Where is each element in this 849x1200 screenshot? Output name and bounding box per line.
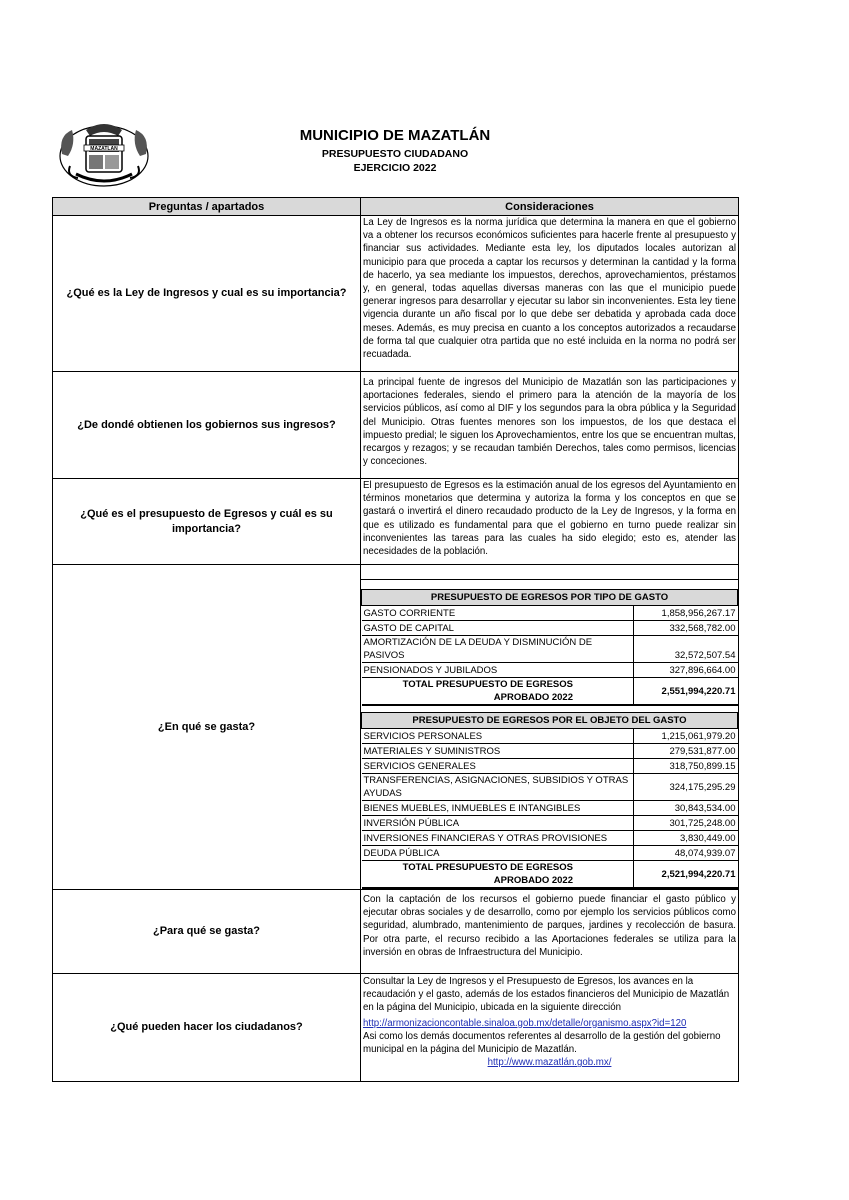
question-en-que-se-gasta: ¿En qué se gasta? — [53, 565, 361, 890]
tipo-gasto-value: 332,568,782.00 — [634, 621, 738, 636]
tipo-gasto-value: 327,896,664.00 — [634, 663, 738, 678]
document-header — [240, 126, 550, 175]
objeto-gasto-label: SERVICIOS PERSONALES — [362, 729, 634, 744]
municipal-seal-logo — [56, 116, 152, 192]
tipo-gasto-value: 32,572,507.54 — [634, 636, 738, 663]
table-row — [362, 729, 738, 744]
tipo-gasto-label: AMORTIZACIÓN DE LA DEUDA Y DISMINUCIÓN DE PASIVOS — [362, 636, 634, 663]
table-row — [362, 846, 738, 861]
table-row — [362, 831, 738, 846]
table-row — [53, 216, 739, 372]
tipo-gasto-label: GASTO DE CAPITAL — [362, 621, 634, 636]
tipo-gasto-value: 1,858,956,267.17 — [634, 606, 738, 621]
table-row — [53, 565, 739, 890]
budget-breakdown-cell — [361, 565, 739, 890]
budget-info-table — [52, 197, 739, 1082]
svg-text:MAZATLAN: MAZATLAN — [90, 146, 118, 152]
tipo-gasto-label: GASTO CORRIENTE — [362, 606, 634, 621]
armonizacion-contable-link[interactable]: http://armonizacioncontable.sinaloa.gob.mx/detalle/organismo.aspx?id=120 — [363, 1017, 687, 1029]
objeto-gasto-label: DEUDA PÚBLICA — [362, 846, 634, 861]
objeto-gasto-label: TRANSFERENCIAS, ASIGNACIONES, SUBSIDIOS Y OTRAS AYUDAS — [362, 774, 634, 801]
table-row — [53, 372, 739, 479]
objeto-gasto-label: INVERSIONES FINANCIERAS Y OTRAS PROVISIONES — [362, 831, 634, 846]
table-row — [362, 861, 738, 889]
table-row — [362, 678, 738, 706]
answer-ley-ingresos: La Ley de Ingresos es la norma jurídica que determina la manera en que el gobierno va a obtener los recursos económicos suficientes para hacerle frente al presupuesto y financiar sus actividades. Mediante esta ley, los diputados locales autorizan al municipio para que proceda a captar los recursos y determinan la cantidad y la forma de hacerlo, ya sea mediante los impuestos, derechos, aprovechamientos, préstamos y, en general, todas aquellas diversas maneras con las que el municipio puede generar ingresos para desarrollar y ejecutar su labor sin inconvenientes. Esta ley tiene vigencia durante un año fiscal por lo que debe ser debatida y aprobada cada doce meses. Además, es muy precisa en cuanto a los conceptos autorizados a recaudarse de forma tal que cualquier otra partida que no esté incluida en la norma no podrá ser recuadada. — [361, 216, 739, 372]
objeto-gasto-title: PRESUPUESTO DE EGRESOS POR EL OBJETO DEL GASTO — [362, 713, 738, 729]
objeto-gasto-label: SERVICIOS GENERALES — [362, 759, 634, 774]
document-subtitle: PRESUPUESTO CIUDADANO — [321, 148, 469, 160]
divider — [361, 565, 738, 580]
table-row — [53, 974, 739, 1082]
objeto-gasto-label: INVERSIÓN PÚBLICA — [362, 816, 634, 831]
objeto-gasto-total-label: TOTAL PRESUPUESTO DE EGRESOS APROBADO 2022 — [362, 861, 634, 889]
table-row — [53, 479, 739, 565]
table-row — [362, 621, 738, 636]
tipo-gasto-title: PRESUPUESTO DE EGRESOS POR TIPO DE GASTO — [362, 590, 738, 606]
tipo-gasto-label: PENSIONADOS Y JUBILADOS — [362, 663, 634, 678]
table-row — [362, 759, 738, 774]
tipo-gasto-total-label: TOTAL PRESUPUESTO DE EGRESOS APROBADO 2022 — [362, 678, 634, 706]
column-header-considerations: Consideraciones — [361, 198, 739, 216]
table-row — [362, 801, 738, 816]
objeto-gasto-value: 301,725,248.00 — [634, 816, 738, 831]
question-presupuesto-egresos: ¿Qué es el presupuesto de Egresos y cuál es su importancia? — [53, 479, 361, 565]
municipality-title: MUNICIPIO DE MAZATLÁN — [299, 127, 491, 144]
tipo-gasto-table — [361, 589, 738, 706]
question-ingresos: ¿De dondé obtienen los gobiernos sus ingresos? — [53, 372, 361, 479]
answer-ingresos: La principal fuente de ingresos del Municipio de Mazatlán son las participaciones y aportaciones federales, siendo el primero para la atención de la mayoría de los servicios públicos, así como al DIF y los segundos para la obra pública y la Seguridad del Municipio. Otras fuentes menores son los impuestos, de los que destaca el impuesto predial; le siguen los Aprovechamientos, entre los que se encuentran multas, recargos y rezagos; y se recaudan también Derechos, tales como permisos, licencias y conceciones. — [361, 372, 739, 479]
objeto-gasto-total-value: 2,521,994,220.71 — [634, 861, 738, 889]
table-row — [362, 774, 738, 801]
objeto-gasto-value: 30,843,534.00 — [634, 801, 738, 816]
answer-ciudadanos-text-2: Asi como los demás documentos referentes al desarrollo de la gestión del gobierno municipal en la página del Municipio de Mazatlán. — [363, 1030, 721, 1056]
table-row — [53, 890, 739, 974]
answer-para-que-se-gasta: Con la captación de los recursos el gobierno puede financiar el gasto público y ejecutar obras sociales y de desarrollo, como por ejemplo los servicios públicos como seguridad, alumbrado, mantenimiento de parques, jardines y recolección de basura. Por otra parte, el recurso recibido a las Aportaciones federales se utiliza para la inversión en obras de Infraestructura del Municipio. — [361, 890, 739, 974]
question-para-que-se-gasta: ¿Para qué se gasta? — [53, 890, 361, 974]
mazatlan-website-link[interactable]: http://www.mazatlán.gob.mx/ — [487, 1057, 612, 1069]
table-row — [362, 816, 738, 831]
answer-ciudadanos-text: Consultar la Ley de Ingresos y el Presupuesto de Egresos, los avances en la recaudación y el gasto, además de los estados financieros del Municipio de Mazatlán en la página del Municipio, ubicada en la siguiente dirección — [363, 976, 730, 1014]
objeto-gasto-value: 1,215,061,979.20 — [634, 729, 738, 744]
objeto-gasto-value: 48,074,939.07 — [634, 846, 738, 861]
objeto-gasto-label: BIENES MUEBLES, INMUEBLES E INTANGIBLES — [362, 801, 634, 816]
table-row — [362, 744, 738, 759]
answer-presupuesto-egresos: El presupuesto de Egresos es la estimación anual de los egresos del Ayuntamiento en términos monetarios que determina y autoriza la forma y los conceptos en que se gastará o invertirá el dinero recaudado producto de la Ley de Ingresos, y la forma en que es utilizado es fundamental para que el gobierno en turno puede realizar sin inconvenientes las tareas para las cuales ha sido elegido; esto es, atender las necesidades de la población. — [361, 479, 739, 565]
fiscal-year: EJERCICIO 2022 — [353, 162, 437, 174]
objeto-gasto-label: MATERIALES Y SUMINISTROS — [362, 744, 634, 759]
objeto-gasto-value: 324,175,295.29 — [634, 774, 738, 801]
objeto-gasto-value: 318,750,899.15 — [634, 759, 738, 774]
objeto-gasto-value: 3,830,449.00 — [634, 831, 738, 846]
table-row — [362, 606, 738, 621]
question-ley-ingresos: ¿Qué es la Ley de Ingresos y cual es su importancia? — [53, 216, 361, 372]
objeto-gasto-table — [361, 712, 738, 889]
table-row — [362, 663, 738, 678]
table-row — [362, 636, 738, 663]
objeto-gasto-value: 279,531,877.00 — [634, 744, 738, 759]
question-ciudadanos: ¿Qué pueden hacer los ciudadanos? — [53, 974, 361, 1082]
tipo-gasto-total-value: 2,551,994,220.71 — [634, 678, 738, 706]
column-header-questions: Preguntas / apartados — [53, 198, 361, 216]
answer-ciudadanos-cell — [361, 974, 739, 1082]
